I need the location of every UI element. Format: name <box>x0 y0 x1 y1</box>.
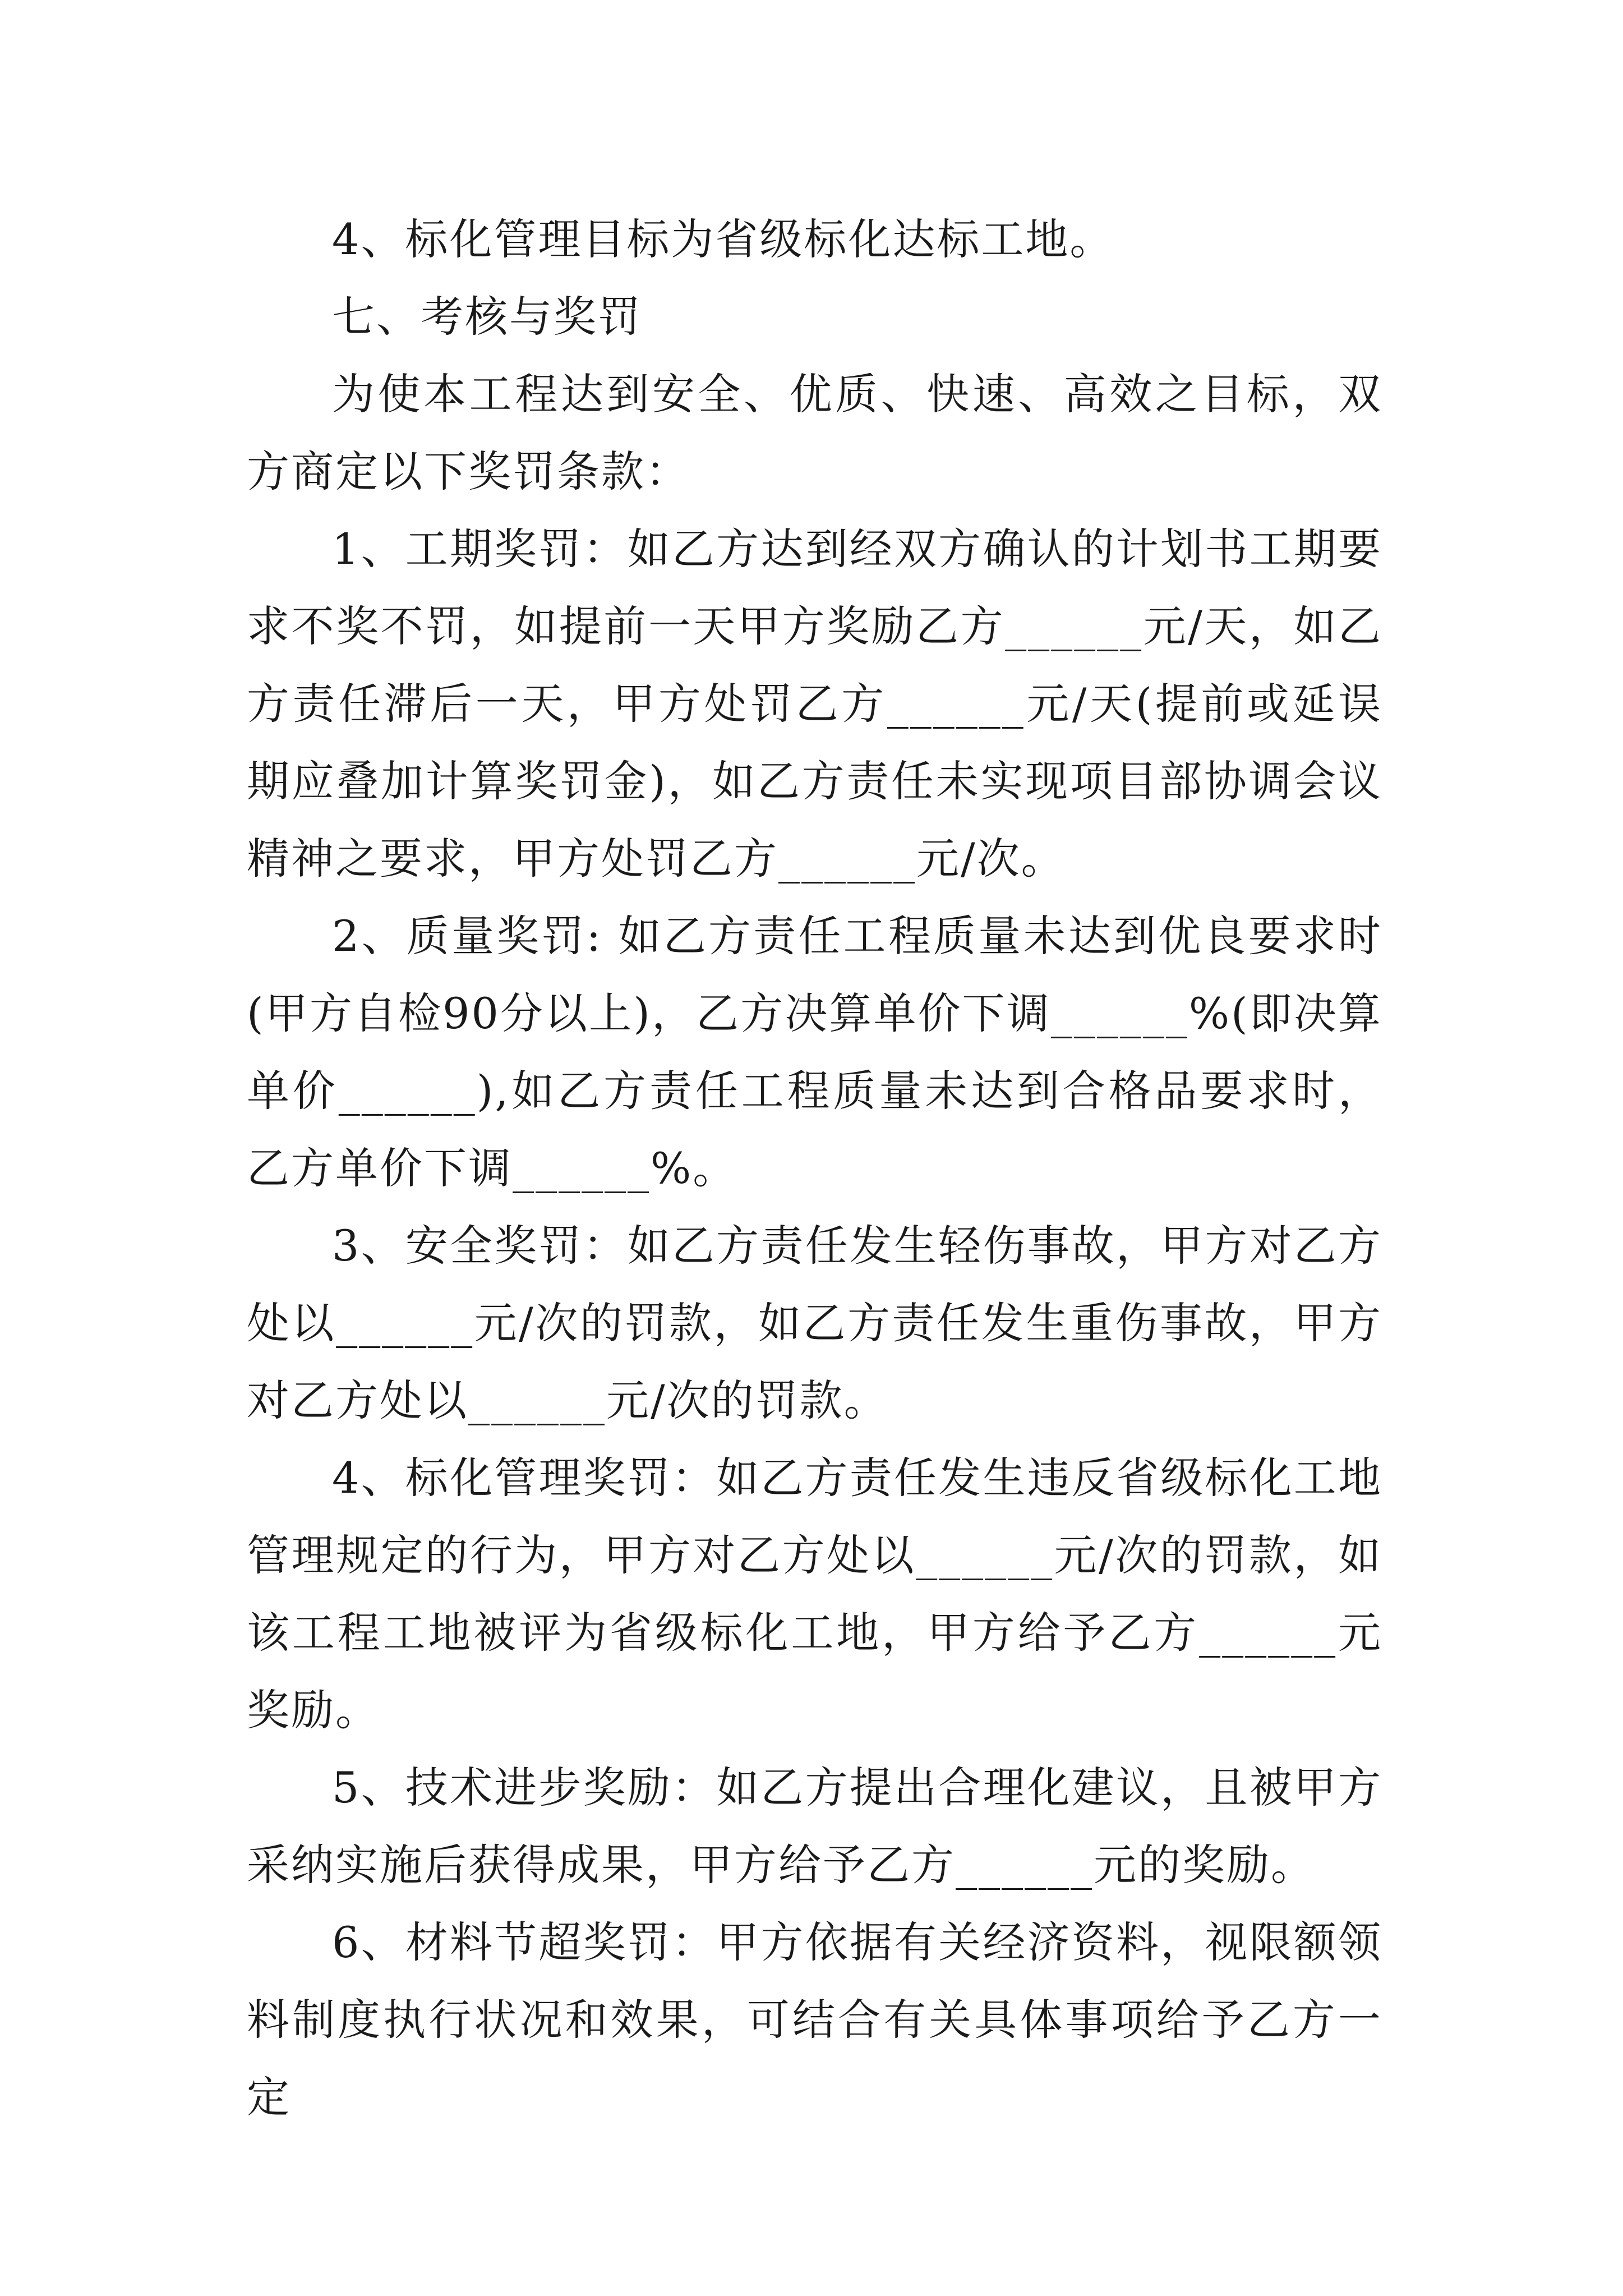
paragraph-target-standard: 4、标化管理目标为省级标化达标工地。 <box>332 214 1114 264</box>
document-body <box>247 201 1382 2136</box>
paragraph-intro: 为使本工程达到安全、优质、快速、高效之目标，双方商定以下奖罚条款： <box>247 369 1382 496</box>
paragraph-standardization-penalty: 4、标化管理奖罚：如乙方责任发生违反省级标化工地管理规定的行为，甲方对乙方处以______元/次的罚款，如该工程工地被评为省级标化工地，甲方给予乙方______元奖励。 <box>247 1453 1382 1735</box>
paragraph-material-reward: 6、材料节超奖罚：甲方依据有关经济资料，视限额领料制度执行状况和效果，可结合有关具体事项给予乙方一定 <box>247 1917 1382 2122</box>
paragraph-quality-penalty: 2、质量奖罚: 如乙方责任工程质量未达到优良要求时(甲方自检90分以上)，乙方决算单价下调______%(即决算单价______),如乙方责任工程质量未达到合格品要求时，乙方单价下调______%。 <box>247 911 1382 1193</box>
paragraph-safety-penalty: 3、安全奖罚：如乙方责任发生轻伤事故，甲方对乙方处以______元/次的罚款，如乙方责任发生重伤事故，甲方对乙方处以______元/次的罚款。 <box>247 1221 1382 1425</box>
paragraph-technology-reward: 5、技术进步奖励：如乙方提出合理化建议，且被甲方采纳实施后获得成果，甲方给予乙方______元的奖励。 <box>247 1763 1382 1890</box>
paragraph-schedule-penalty: 1、工期奖罚：如乙方达到经双方确认的计划书工期要求不奖不罚，如提前一天甲方奖励乙方______元/天，如乙方责任滞后一天，甲方处罚乙方______元/天(提前或延误期应叠加计算奖罚金)，如乙方责任未实现项目部协调会议精神之要求，甲方处罚乙方______元/次。 <box>247 524 1382 884</box>
section-heading-assessment: 七、考核与奖罚 <box>332 292 642 342</box>
